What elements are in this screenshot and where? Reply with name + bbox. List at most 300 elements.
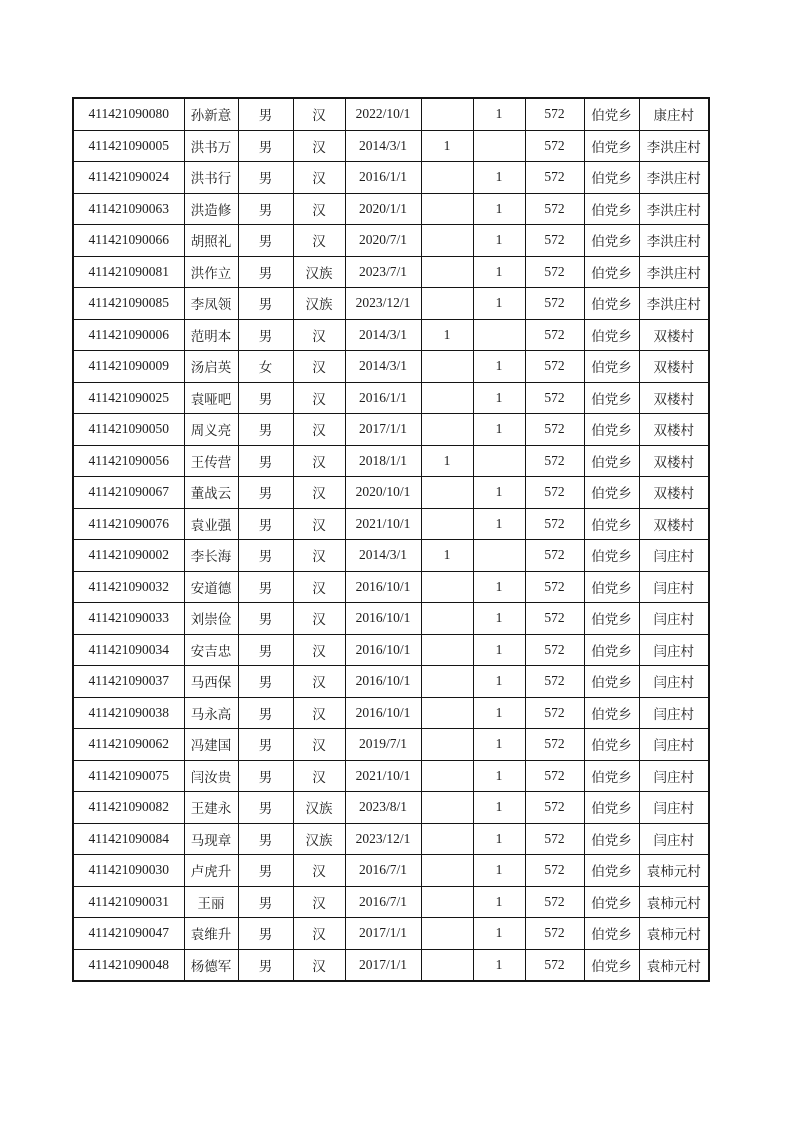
cell-flag_b: 1 — [473, 855, 525, 887]
cell-date: 2023/12/1 — [345, 288, 421, 320]
cell-name: 刘崇俭 — [184, 603, 238, 635]
cell-date: 2020/7/1 — [345, 225, 421, 257]
cell-id: 411421090024 — [73, 162, 184, 194]
cell-village: 袁柿元村 — [639, 949, 709, 981]
cell-township: 伯党乡 — [584, 792, 639, 824]
cell-ethnicity: 汉 — [293, 193, 345, 225]
cell-gender: 男 — [238, 571, 293, 603]
table-row — [73, 477, 709, 509]
cell-name: 李长海 — [184, 540, 238, 572]
cell-flag_a — [421, 571, 473, 603]
cell-name: 汤启英 — [184, 351, 238, 383]
cell-date: 2016/10/1 — [345, 571, 421, 603]
cell-ethnicity: 汉 — [293, 855, 345, 887]
cell-code: 572 — [525, 792, 584, 824]
cell-township: 伯党乡 — [584, 603, 639, 635]
cell-flag_b: 1 — [473, 697, 525, 729]
cell-code: 572 — [525, 98, 584, 130]
cell-township: 伯党乡 — [584, 666, 639, 698]
cell-flag_b: 1 — [473, 414, 525, 446]
cell-name: 杨德军 — [184, 949, 238, 981]
cell-ethnicity: 汉 — [293, 540, 345, 572]
cell-flag_b: 1 — [473, 760, 525, 792]
cell-village: 双楼村 — [639, 414, 709, 446]
cell-ethnicity: 汉族 — [293, 792, 345, 824]
cell-ethnicity: 汉 — [293, 382, 345, 414]
cell-name: 董战云 — [184, 477, 238, 509]
cell-flag_a — [421, 98, 473, 130]
cell-flag_b: 1 — [473, 193, 525, 225]
table-row — [73, 130, 709, 162]
cell-name: 范明本 — [184, 319, 238, 351]
cell-code: 572 — [525, 445, 584, 477]
cell-name: 冯建国 — [184, 729, 238, 761]
cell-township: 伯党乡 — [584, 823, 639, 855]
cell-ethnicity: 汉 — [293, 697, 345, 729]
cell-id: 411421090002 — [73, 540, 184, 572]
cell-flag_b: 1 — [473, 508, 525, 540]
cell-name: 洪作立 — [184, 256, 238, 288]
table-row — [73, 256, 709, 288]
cell-name: 王丽 — [184, 886, 238, 918]
cell-village: 闫庄村 — [639, 823, 709, 855]
cell-code: 572 — [525, 225, 584, 257]
cell-flag_b: 1 — [473, 603, 525, 635]
cell-township: 伯党乡 — [584, 949, 639, 981]
cell-flag_a — [421, 477, 473, 509]
cell-date: 2016/7/1 — [345, 886, 421, 918]
cell-township: 伯党乡 — [584, 351, 639, 383]
cell-flag_b: 1 — [473, 162, 525, 194]
cell-gender: 男 — [238, 886, 293, 918]
cell-date: 2014/3/1 — [345, 319, 421, 351]
cell-township: 伯党乡 — [584, 445, 639, 477]
table-row — [73, 319, 709, 351]
cell-flag_b — [473, 445, 525, 477]
cell-ethnicity: 汉 — [293, 886, 345, 918]
cell-id: 411421090030 — [73, 855, 184, 887]
cell-name: 卢虎升 — [184, 855, 238, 887]
cell-gender: 男 — [238, 697, 293, 729]
cell-code: 572 — [525, 477, 584, 509]
cell-township: 伯党乡 — [584, 477, 639, 509]
cell-date: 2014/3/1 — [345, 540, 421, 572]
cell-id: 411421090081 — [73, 256, 184, 288]
cell-village: 李洪庄村 — [639, 130, 709, 162]
cell-flag_b: 1 — [473, 666, 525, 698]
cell-flag_b — [473, 540, 525, 572]
cell-township: 伯党乡 — [584, 225, 639, 257]
cell-village: 闫庄村 — [639, 634, 709, 666]
cell-ethnicity: 汉 — [293, 571, 345, 603]
cell-ethnicity: 汉 — [293, 603, 345, 635]
records-table-body — [73, 98, 709, 981]
cell-ethnicity: 汉 — [293, 225, 345, 257]
cell-id: 411421090066 — [73, 225, 184, 257]
table-row — [73, 823, 709, 855]
cell-flag_a — [421, 729, 473, 761]
table-row — [73, 886, 709, 918]
cell-name: 安道德 — [184, 571, 238, 603]
cell-id: 411421090075 — [73, 760, 184, 792]
cell-flag_a — [421, 792, 473, 824]
cell-flag_a — [421, 634, 473, 666]
cell-id: 411421090034 — [73, 634, 184, 666]
table-row — [73, 98, 709, 130]
cell-ethnicity: 汉 — [293, 729, 345, 761]
cell-ethnicity: 汉 — [293, 445, 345, 477]
cell-village: 双楼村 — [639, 445, 709, 477]
cell-code: 572 — [525, 634, 584, 666]
cell-name: 袁维升 — [184, 918, 238, 950]
cell-name: 袁哑吧 — [184, 382, 238, 414]
table-row — [73, 445, 709, 477]
table-row — [73, 351, 709, 383]
table-row — [73, 949, 709, 981]
cell-flag_b: 1 — [473, 382, 525, 414]
table-row — [73, 855, 709, 887]
cell-flag_a: 1 — [421, 130, 473, 162]
cell-date: 2016/10/1 — [345, 666, 421, 698]
cell-name: 胡照礼 — [184, 225, 238, 257]
cell-code: 572 — [525, 288, 584, 320]
cell-date: 2021/10/1 — [345, 508, 421, 540]
cell-village: 李洪庄村 — [639, 288, 709, 320]
cell-flag_a — [421, 855, 473, 887]
cell-township: 伯党乡 — [584, 540, 639, 572]
cell-id: 411421090082 — [73, 792, 184, 824]
cell-flag_a — [421, 666, 473, 698]
cell-id: 411421090033 — [73, 603, 184, 635]
cell-ethnicity: 汉 — [293, 949, 345, 981]
cell-township: 伯党乡 — [584, 918, 639, 950]
table-row — [73, 540, 709, 572]
cell-ethnicity: 汉 — [293, 477, 345, 509]
cell-flag_a — [421, 162, 473, 194]
table-row — [73, 760, 709, 792]
cell-flag_a: 1 — [421, 445, 473, 477]
cell-village: 闫庄村 — [639, 571, 709, 603]
cell-gender: 男 — [238, 445, 293, 477]
cell-flag_b: 1 — [473, 477, 525, 509]
cell-name: 周义亮 — [184, 414, 238, 446]
cell-flag_b: 1 — [473, 351, 525, 383]
cell-name: 马现章 — [184, 823, 238, 855]
cell-gender: 男 — [238, 319, 293, 351]
table-row — [73, 697, 709, 729]
table-row — [73, 193, 709, 225]
cell-code: 572 — [525, 760, 584, 792]
cell-village: 李洪庄村 — [639, 225, 709, 257]
cell-date: 2023/7/1 — [345, 256, 421, 288]
cell-township: 伯党乡 — [584, 256, 639, 288]
cell-ethnicity: 汉 — [293, 508, 345, 540]
cell-flag_a — [421, 508, 473, 540]
cell-code: 572 — [525, 697, 584, 729]
cell-village: 李洪庄村 — [639, 193, 709, 225]
cell-code: 572 — [525, 823, 584, 855]
cell-flag_a — [421, 603, 473, 635]
cell-id: 411421090084 — [73, 823, 184, 855]
cell-township: 伯党乡 — [584, 855, 639, 887]
cell-name: 王建永 — [184, 792, 238, 824]
cell-gender: 男 — [238, 540, 293, 572]
cell-code: 572 — [525, 256, 584, 288]
cell-flag_b: 1 — [473, 949, 525, 981]
cell-flag_a — [421, 697, 473, 729]
cell-code: 572 — [525, 382, 584, 414]
cell-date: 2023/12/1 — [345, 823, 421, 855]
cell-township: 伯党乡 — [584, 508, 639, 540]
cell-flag_b: 1 — [473, 256, 525, 288]
cell-village: 闫庄村 — [639, 697, 709, 729]
cell-village: 袁柿元村 — [639, 886, 709, 918]
cell-id: 411421090038 — [73, 697, 184, 729]
cell-id: 411421090050 — [73, 414, 184, 446]
cell-name: 袁业强 — [184, 508, 238, 540]
cell-id: 411421090031 — [73, 886, 184, 918]
cell-gender: 男 — [238, 256, 293, 288]
cell-village: 闫庄村 — [639, 666, 709, 698]
table-row — [73, 666, 709, 698]
cell-village: 双楼村 — [639, 382, 709, 414]
cell-name: 安吉忠 — [184, 634, 238, 666]
cell-date: 2018/1/1 — [345, 445, 421, 477]
cell-township: 伯党乡 — [584, 319, 639, 351]
cell-id: 411421090056 — [73, 445, 184, 477]
cell-id: 411421090047 — [73, 918, 184, 950]
cell-ethnicity: 汉 — [293, 319, 345, 351]
cell-name: 洪造修 — [184, 193, 238, 225]
cell-date: 2017/1/1 — [345, 949, 421, 981]
cell-flag_a — [421, 414, 473, 446]
cell-name: 洪书万 — [184, 130, 238, 162]
table-row — [73, 634, 709, 666]
cell-flag_a: 1 — [421, 540, 473, 572]
cell-flag_a — [421, 918, 473, 950]
cell-code: 572 — [525, 162, 584, 194]
table-row — [73, 225, 709, 257]
cell-flag_b: 1 — [473, 571, 525, 603]
cell-township: 伯党乡 — [584, 193, 639, 225]
cell-gender: 男 — [238, 162, 293, 194]
cell-code: 572 — [525, 949, 584, 981]
cell-ethnicity: 汉 — [293, 98, 345, 130]
table-row — [73, 414, 709, 446]
cell-code: 572 — [525, 540, 584, 572]
cell-date: 2016/7/1 — [345, 855, 421, 887]
cell-gender: 男 — [238, 603, 293, 635]
cell-code: 572 — [525, 855, 584, 887]
cell-gender: 男 — [238, 98, 293, 130]
cell-flag_b: 1 — [473, 823, 525, 855]
cell-gender: 男 — [238, 193, 293, 225]
cell-date: 2016/10/1 — [345, 634, 421, 666]
cell-id: 411421090048 — [73, 949, 184, 981]
cell-gender: 男 — [238, 823, 293, 855]
cell-township: 伯党乡 — [584, 288, 639, 320]
cell-date: 2016/10/1 — [345, 697, 421, 729]
cell-ethnicity: 汉 — [293, 666, 345, 698]
cell-name: 马永高 — [184, 697, 238, 729]
table-row — [73, 162, 709, 194]
cell-flag_a — [421, 760, 473, 792]
cell-date: 2021/10/1 — [345, 760, 421, 792]
cell-gender: 男 — [238, 760, 293, 792]
cell-flag_a — [421, 949, 473, 981]
cell-date: 2016/10/1 — [345, 603, 421, 635]
cell-village: 双楼村 — [639, 319, 709, 351]
cell-name: 闫汝贵 — [184, 760, 238, 792]
table-row — [73, 288, 709, 320]
cell-date: 2016/1/1 — [345, 162, 421, 194]
cell-township: 伯党乡 — [584, 98, 639, 130]
cell-flag_a — [421, 823, 473, 855]
cell-code: 572 — [525, 918, 584, 950]
records-table — [72, 97, 710, 982]
cell-flag_a — [421, 886, 473, 918]
cell-gender: 男 — [238, 918, 293, 950]
cell-township: 伯党乡 — [584, 729, 639, 761]
cell-id: 411421090009 — [73, 351, 184, 383]
cell-code: 572 — [525, 886, 584, 918]
cell-flag_b: 1 — [473, 98, 525, 130]
cell-village: 闫庄村 — [639, 540, 709, 572]
cell-ethnicity: 汉族 — [293, 256, 345, 288]
cell-village: 闫庄村 — [639, 603, 709, 635]
cell-id: 411421090006 — [73, 319, 184, 351]
cell-id: 411421090080 — [73, 98, 184, 130]
cell-township: 伯党乡 — [584, 162, 639, 194]
cell-gender: 男 — [238, 855, 293, 887]
cell-gender: 男 — [238, 225, 293, 257]
cell-id: 411421090063 — [73, 193, 184, 225]
cell-code: 572 — [525, 571, 584, 603]
cell-flag_b: 1 — [473, 634, 525, 666]
cell-code: 572 — [525, 193, 584, 225]
cell-flag_b — [473, 130, 525, 162]
cell-id: 411421090025 — [73, 382, 184, 414]
cell-gender: 男 — [238, 949, 293, 981]
cell-date: 2020/10/1 — [345, 477, 421, 509]
cell-village: 双楼村 — [639, 508, 709, 540]
cell-ethnicity: 汉 — [293, 162, 345, 194]
cell-name: 王传营 — [184, 445, 238, 477]
cell-date: 2014/3/1 — [345, 351, 421, 383]
cell-flag_b — [473, 319, 525, 351]
cell-date: 2017/1/1 — [345, 918, 421, 950]
cell-village: 闫庄村 — [639, 760, 709, 792]
cell-id: 411421090067 — [73, 477, 184, 509]
cell-ethnicity: 汉族 — [293, 823, 345, 855]
cell-id: 411421090062 — [73, 729, 184, 761]
cell-date: 2020/1/1 — [345, 193, 421, 225]
cell-flag_a — [421, 382, 473, 414]
cell-flag_a — [421, 256, 473, 288]
cell-gender: 男 — [238, 477, 293, 509]
cell-id: 411421090037 — [73, 666, 184, 698]
cell-flag_a — [421, 193, 473, 225]
cell-gender: 女 — [238, 351, 293, 383]
cell-name: 孙新意 — [184, 98, 238, 130]
cell-code: 572 — [525, 130, 584, 162]
cell-code: 572 — [525, 414, 584, 446]
cell-gender: 男 — [238, 729, 293, 761]
table-row — [73, 571, 709, 603]
cell-gender: 男 — [238, 382, 293, 414]
cell-gender: 男 — [238, 288, 293, 320]
cell-flag_b: 1 — [473, 792, 525, 824]
cell-township: 伯党乡 — [584, 571, 639, 603]
cell-flag_b: 1 — [473, 225, 525, 257]
cell-township: 伯党乡 — [584, 130, 639, 162]
cell-flag_a — [421, 288, 473, 320]
cell-date: 2022/10/1 — [345, 98, 421, 130]
cell-code: 572 — [525, 729, 584, 761]
cell-ethnicity: 汉 — [293, 918, 345, 950]
cell-ethnicity: 汉 — [293, 760, 345, 792]
cell-code: 572 — [525, 319, 584, 351]
cell-flag_b: 1 — [473, 918, 525, 950]
cell-date: 2014/3/1 — [345, 130, 421, 162]
cell-village: 袁柿元村 — [639, 918, 709, 950]
cell-township: 伯党乡 — [584, 414, 639, 446]
table-row — [73, 603, 709, 635]
cell-name: 马西保 — [184, 666, 238, 698]
cell-gender: 男 — [238, 792, 293, 824]
cell-date: 2023/8/1 — [345, 792, 421, 824]
cell-ethnicity: 汉 — [293, 414, 345, 446]
cell-village: 袁柿元村 — [639, 855, 709, 887]
cell-village: 闫庄村 — [639, 729, 709, 761]
cell-village: 李洪庄村 — [639, 162, 709, 194]
cell-village: 双楼村 — [639, 351, 709, 383]
cell-township: 伯党乡 — [584, 634, 639, 666]
cell-date: 2019/7/1 — [345, 729, 421, 761]
table-row — [73, 918, 709, 950]
cell-ethnicity: 汉 — [293, 634, 345, 666]
cell-date: 2017/1/1 — [345, 414, 421, 446]
cell-name: 洪书行 — [184, 162, 238, 194]
cell-township: 伯党乡 — [584, 382, 639, 414]
cell-ethnicity: 汉 — [293, 130, 345, 162]
cell-village: 双楼村 — [639, 477, 709, 509]
cell-flag_b: 1 — [473, 886, 525, 918]
table-row — [73, 729, 709, 761]
cell-village: 闫庄村 — [639, 792, 709, 824]
cell-flag_b: 1 — [473, 288, 525, 320]
cell-township: 伯党乡 — [584, 760, 639, 792]
cell-id: 411421090005 — [73, 130, 184, 162]
cell-code: 572 — [525, 666, 584, 698]
cell-gender: 男 — [238, 634, 293, 666]
cell-ethnicity: 汉 — [293, 351, 345, 383]
cell-flag_b: 1 — [473, 729, 525, 761]
cell-gender: 男 — [238, 666, 293, 698]
cell-flag_a: 1 — [421, 319, 473, 351]
cell-code: 572 — [525, 603, 584, 635]
cell-gender: 男 — [238, 508, 293, 540]
cell-gender: 男 — [238, 130, 293, 162]
cell-code: 572 — [525, 508, 584, 540]
cell-flag_a — [421, 225, 473, 257]
cell-township: 伯党乡 — [584, 886, 639, 918]
cell-date: 2016/1/1 — [345, 382, 421, 414]
table-row — [73, 382, 709, 414]
cell-id: 411421090032 — [73, 571, 184, 603]
cell-township: 伯党乡 — [584, 697, 639, 729]
cell-village: 康庄村 — [639, 98, 709, 130]
